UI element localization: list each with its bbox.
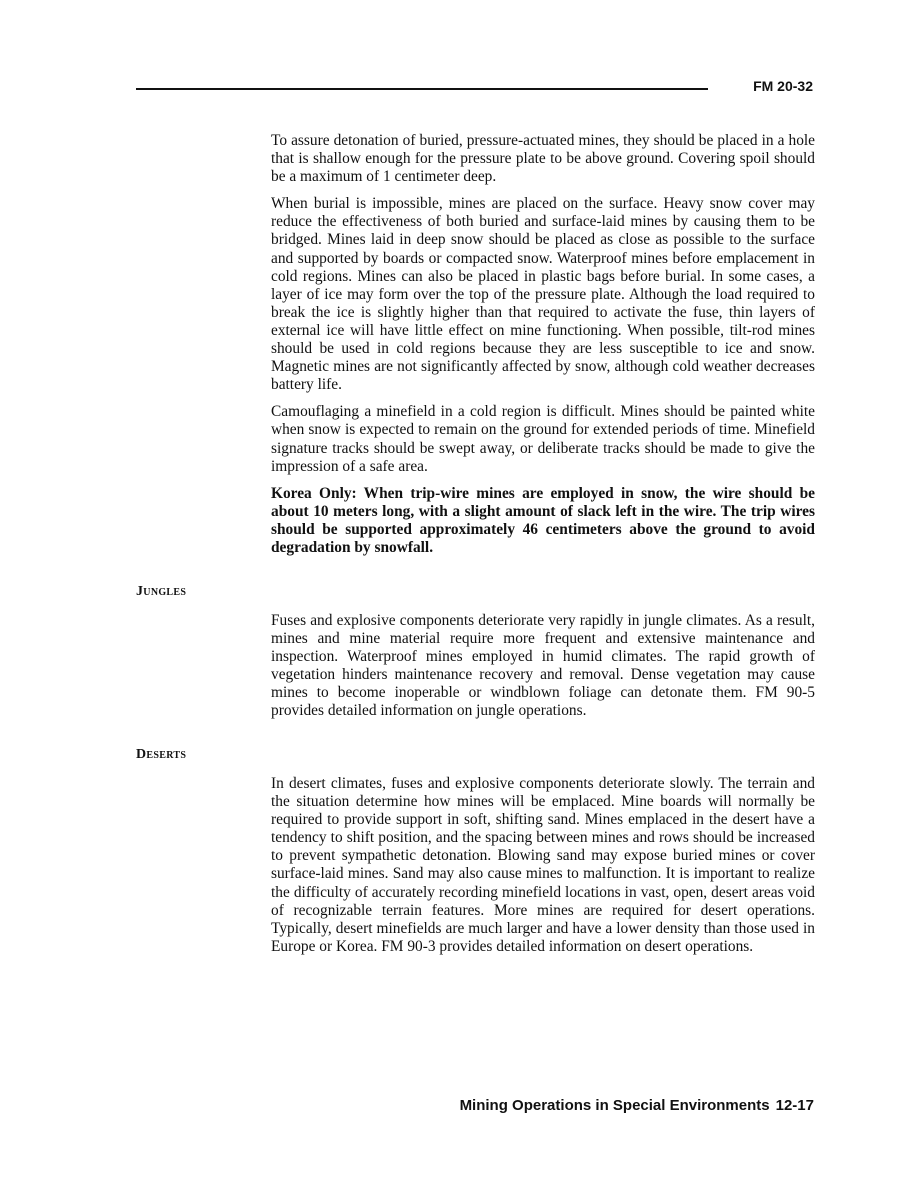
paragraph-jungles: Fuses and explosive components deteriorate very rapidly in jungle climates. As a result, mines and mine material require more frequent and extensive maintenance and inspection. Waterproof mines employed in humid climates. The rapid growth of vegetation hinders maintenance recovery and removal. Dense vegetation may cause mines to become inoperable or windblown foliage can detonate them. FM 90-5 provides detailed information on jungle operations. [271, 612, 815, 720]
heading-jungles: Jungles [136, 584, 187, 599]
footer-chapter-title: Mining Operations in Special Environments [459, 1097, 770, 1114]
paragraph-camouflage: Camouflaging a minefield in a cold region is difficult. Mines should be painted white when snow is expected to remain on the ground for extended periods of time. Minefield signature tracks should be swept away, or deliberate tracks should be made to give the impression of a safe area. [271, 403, 815, 475]
manual-code: FM 20-32 [753, 78, 813, 94]
jungles-section [271, 612, 815, 730]
paragraph-deserts: In desert climates, fuses and explosive components deteriorate slowly. The terrain and the situation determine how mines will be emplaced. Mine boards will normally be required to provide support in soft, shifting sand. Mines emplaced in the desert have a tendency to shift position, and the spacing between mines and rows should be increased to prevent sympathetic detonation. Blowing sand may expose buried mines or cover surface-laid mines. Sand may also cause mines to malfunction. It is important to realize the difficulty of accurately recording minefield locations in vast, open, desert areas void of recognizable terrain features. More mines are required for desert operations. Typically, desert minefields are much larger and have a lower density than those used in Europe or Korea. FM 90-3 provides detailed information on desert operations. [271, 775, 815, 955]
footer-page-number: 12-17 [775, 1097, 814, 1114]
heading-deserts: Deserts [136, 747, 187, 762]
page-footer [460, 1097, 814, 1114]
cold-regions-section [271, 132, 815, 566]
deserts-section [271, 775, 815, 965]
paragraph-korea-only: Korea Only: When trip-wire mines are employed in snow, the wire should be about 10 meters long, with a slight amount of slack left in the wire. The trip wires should be supported approximately 46 centimeters above the ground to avoid degradation by snowfall. [271, 484, 815, 556]
paragraph-surface-laying: When burial is impossible, mines are placed on the surface. Heavy snow cover may reduce the effectiveness of both buried and surface-laid mines by causing them to be bridged. Mines laid in deep snow should be placed as close as possible to the surface and supported by boards or compacted snow. Waterproof mines before emplacement in cold regions. Mines can also be placed in plastic bags before burial. In some cases, a layer of ice may form over the top of the pressure plate. Although the load required to break the ice is slightly higher than that required to activate the fuse, thin layers of external ice will have little effect on mine functioning. When possible, tilt-rod mines should be used in cold regions because they are less susceptible to ice and snow. Magnetic mines are not significantly affected by snow, although cold weather decreases battery life. [271, 195, 815, 394]
paragraph-burial-depth: To assure detonation of buried, pressure-actuated mines, they should be placed in a hole that is shallow enough for the pressure plate to be above ground. Covering spoil should be a maximum of 1 centimeter deep. [271, 132, 815, 186]
header-rule [136, 88, 708, 90]
